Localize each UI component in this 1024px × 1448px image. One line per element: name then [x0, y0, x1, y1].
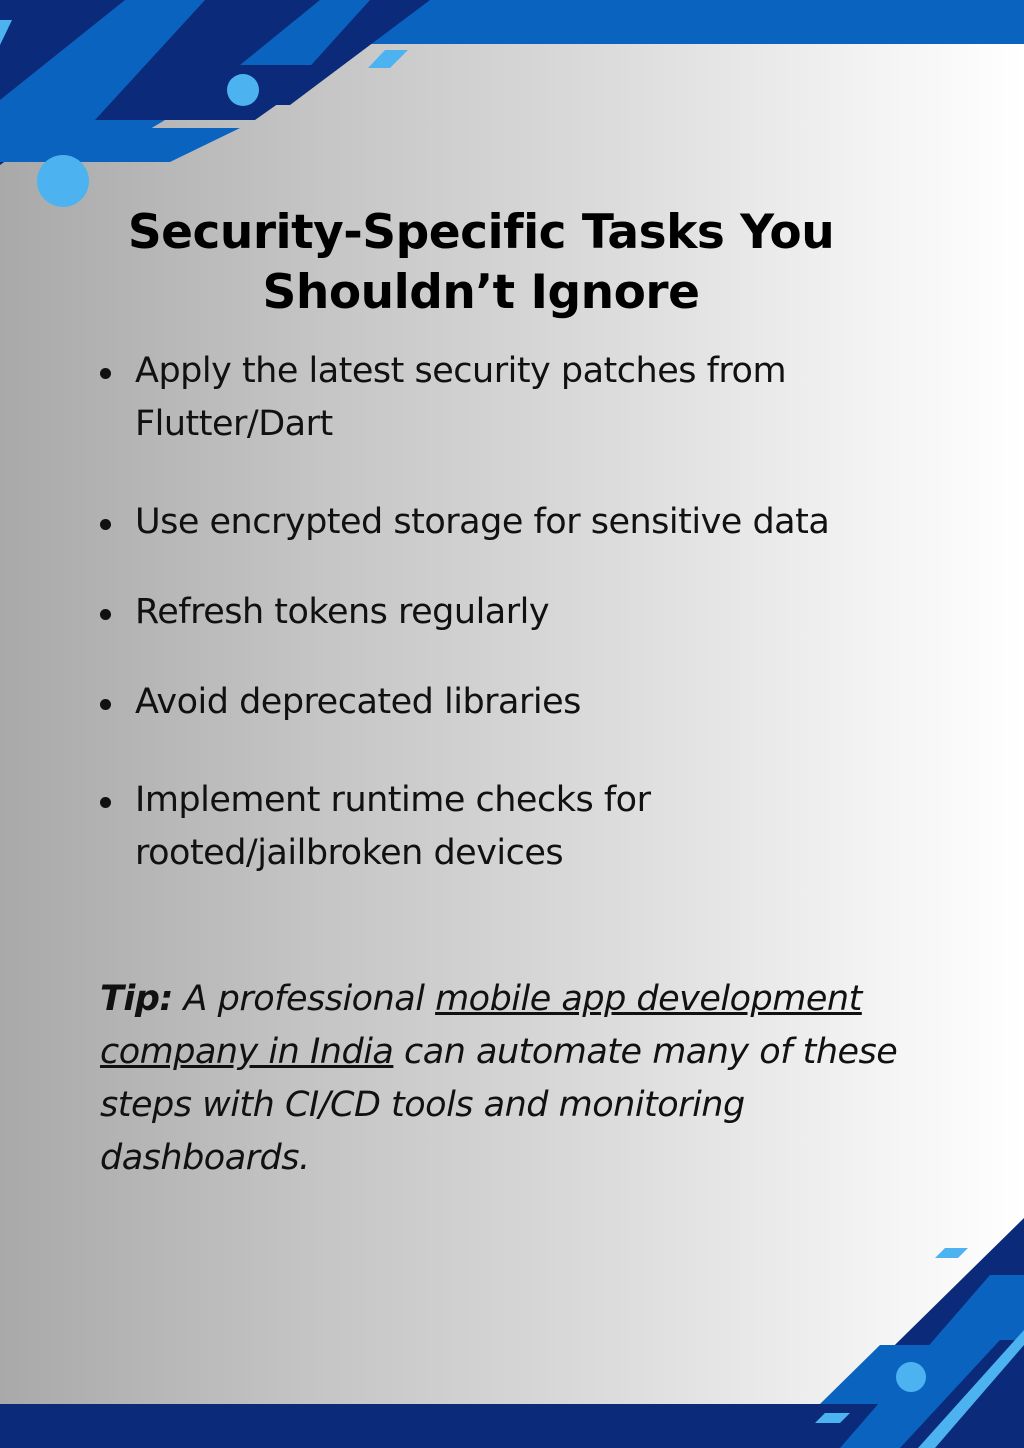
tip-label: Tip:: [100, 979, 173, 1019]
title-line-2: Shouldn’t Ignore: [262, 265, 700, 321]
list-item-line-1: Apply the latest security patches from: [135, 351, 787, 391]
bottom-accent-band: [0, 1404, 1024, 1448]
tip-paragraph: [100, 973, 930, 1185]
tip-text-before: A professional: [172, 979, 436, 1019]
circle-accent-2: [37, 155, 89, 207]
page-title: [0, 203, 962, 323]
bullet-dot-icon: [100, 368, 111, 379]
list-item-line-1: Refresh tokens regularly: [135, 592, 550, 632]
bullet-dot-icon: [100, 797, 111, 808]
tip-text-after: can automate many of these steps with CI/CD tools and monitoring dashboards.: [100, 1032, 898, 1178]
list-item-line-2: rooted/jailbroken devices: [135, 833, 564, 873]
top-accent-band: [0, 0, 1024, 44]
bullet-dot-icon: [100, 609, 111, 620]
circle-accent-3: [896, 1362, 926, 1392]
list-item-line-1: Implement runtime checks for: [135, 780, 651, 820]
list-item-line-1: Avoid deprecated libraries: [135, 682, 581, 722]
bullet-dot-icon: [100, 519, 111, 530]
circle-accent-1: [227, 74, 259, 106]
list-item-line-2: Flutter/Dart: [135, 404, 333, 444]
list-item-line-1: Use encrypted storage for sensitive data: [135, 502, 830, 542]
list-item: [98, 496, 898, 549]
list-item: [98, 774, 898, 880]
list-item: [98, 345, 898, 451]
list-item: [98, 586, 898, 639]
title-line-1: Security-Specific Tasks You: [127, 205, 835, 261]
bullet-dot-icon: [100, 699, 111, 710]
company-link[interactable]: mobile app development company in India: [100, 979, 862, 1072]
list-item: [98, 676, 898, 729]
